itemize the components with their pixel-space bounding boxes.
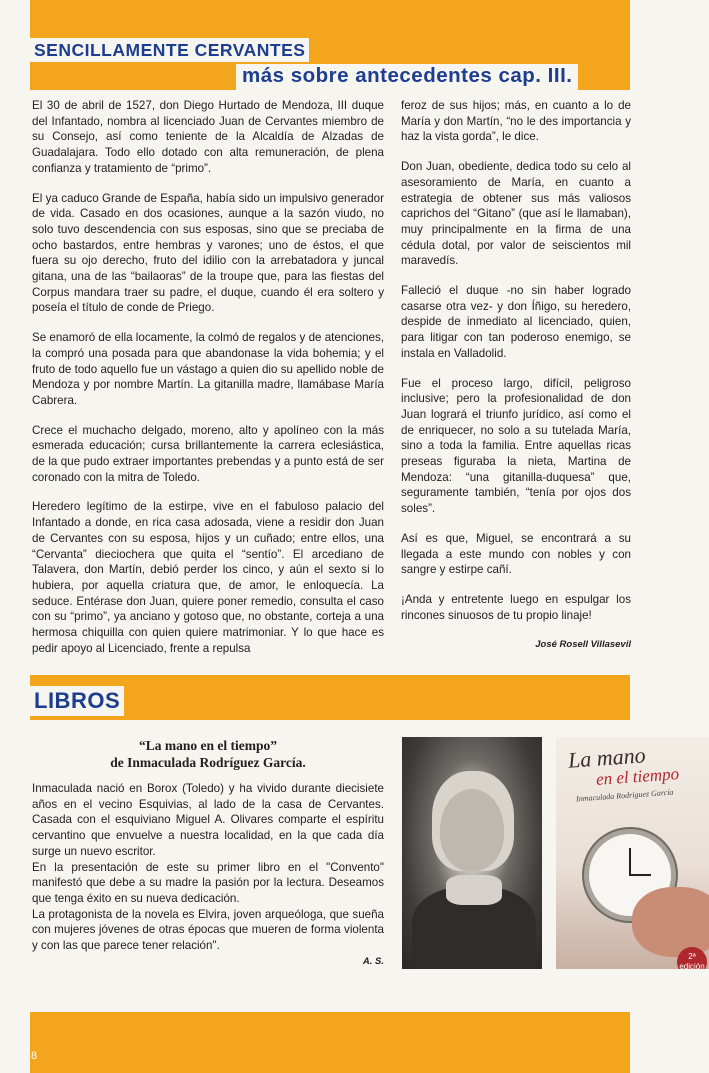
book-paragraph: La protagonista de la novela es Elvira, joven arqueóloga, que sueña con mujeres jóvenes de otras épocas que mueren de forma violenta y con las que parece tener relación".	[32, 907, 384, 953]
book-paragraph: En la presentación de este su primer libro en el "Convento" manifestó que debe a su madre la pasión por la lectura. Deseamos que tenga éxito en su nueva dedicación.	[32, 860, 384, 905]
portrait-collar-shape	[446, 875, 502, 905]
book-title-line: “La mano en el tiempo”	[139, 738, 277, 753]
page-number: 8	[31, 1050, 38, 1062]
book-title	[32, 737, 384, 771]
article-paragraph: Don Juan, obediente, dedica todo su celo al asesoramiento de María, en cuanto a estrategia de obtener sus más valiosos caprichos del “Gitano” (que así le llamaban), muy principalmente en la firma de una cédula dotal, por valor de seiscientos mil maravedís.	[401, 160, 631, 268]
article-paragraph: Heredero legítimo de la estirpe, vive en el fabuloso palacio del Infantado a donde, en rica casa adosada, viene a residir don Juan de Cervantes con su esposa, hijos y un cuñado; entre ellos, una “Cervanta” dieciochera que quita el “sentío”. El arcediano de Talavera, don Martín, debió perder los cinco, y aún el sexto si lo hubiera, por aquella criatura que, de amor, le enloquecía. La seduce. Entérase don Juan, quiere poner remedio, consulta el caso con su “primo”, ya anciano y gotoso que, no obstante, corteja a una hermosa chiquilla con quien quiere matrimoniar. Y lo que hace es pedir apoyo al Licenciado, frente a repulsa	[32, 500, 384, 655]
article-author: José Rosell Villasevil	[535, 639, 631, 651]
cover-author: Inmaculada Rodríguez García	[575, 787, 674, 804]
edition-badge: 2ª edición	[677, 947, 707, 969]
books-section-title: LIBROS	[30, 686, 124, 716]
article-paragraph: ¡Anda y entretente luego en espulgar los rincones sinuosos de tu propio linaje!	[401, 592, 631, 622]
article-paragraph: Se enamoró de ella locamente, la colmó de regalos y de atenciones, la compró una posada para que abandonase la vida bohemia; y el fruto de todo aquello fue un vástago a quien dio su apellido noble de Mendoza y por nombre Martín. La gitanilla madre, llamábase María Cabrera.	[32, 331, 384, 407]
watch-hand	[629, 874, 651, 876]
book-review-author: A. S.	[362, 956, 384, 967]
article-subtitle: más sobre antecedentes cap. III.	[236, 64, 578, 90]
book-author-line: de Inmaculada Rodríguez García.	[110, 755, 306, 770]
book-paragraph: Inmaculada nació en Borox (Toledo) y ha vivido durante diecisiete años en el vecino Esquivias, al lado de la casa de Cervantes. Casada con el esquiviano Miguel A. Olivares comparte el espíritu cervantino que envuelve a nuestra localidad, en la que cada día surge un nuevo escritor.	[32, 782, 384, 858]
author-portrait-photo	[402, 737, 542, 969]
watch-hand	[629, 848, 631, 876]
section-title: SENCILLAMENTE CERVANTES	[30, 38, 309, 62]
article-paragraph: Fue el proceso largo, difícil, peligroso inclusive; pero la profesionalidad de don Juan logrará el triunfo jurídico, así como el de enriquecer, no solo a su tutelada María, sino a toda la familia. Entre aquellas ricas preseas figuraba la nieta, Martina de Mendoza: “una gitanilla-duquesa” que, seguramente también, “tenía por ojos dos soles”.	[401, 376, 631, 516]
cover-title-line: La mano	[567, 742, 647, 773]
article-left-column	[32, 98, 384, 671]
article-right-column	[401, 98, 631, 653]
book-review-text	[32, 781, 384, 954]
article-paragraph: feroz de sus hijos; más, en cuanto a lo de María y don Martín, “no le des importancia y haz la vista gorda”, le dice.	[401, 99, 631, 144]
hand-shape	[632, 887, 709, 957]
book-cover-image	[556, 737, 709, 969]
article-paragraph: Así es que, Miguel, se encontrará a su llegada a este mundo con nobles y con sangre y estirpe cañí.	[401, 531, 631, 577]
portrait-face-shape	[440, 789, 504, 871]
article-paragraph: El ya caduco Grande de España, había sido un impulsivo generador de vida. Casado en dos ocasiones, aunque a la sazón viudo, no solo tuvo descendencia con sus esposas, sino que se preciaba de ocho bastardos, entre hembras y varones; uno de éstos, el que fuera su ojo derecho, fruto del idilio con la arrebatadora y juncal gitana, una de las “bailaoras” de la troupe que, para las fiestas del Corpus mandara traer su padre, el duque, cuando él era soltero y poseía el título de conde de Priego.	[32, 191, 384, 315]
article-paragraph: Crece el muchacho delgado, moreno, alto y apolíneo con la más esmerada educación; cursa brillantemente la carrera eclesiástica, de la que pudo extraer importantes prebendas y a punto está de ser coronado con la mitra de Toledo.	[32, 423, 384, 484]
article-paragraph: Falleció el duque -no sin haber logrado casarse otra vez- y don Íñigo, su heredero, despide de inmediato al licenciado, quien, para litigar con tan poderoso enemigo, se instala en Valladolid.	[401, 284, 631, 360]
article-paragraph: El 30 de abril de 1527, don Diego Hurtado de Mendoza, III duque del Infantado, nombra al licenciado Juan de Cervantes miembro de su Consejo, así como teniente de la Alcaldía de Alzadas de Guadalajara. Todo ello dotado con alta remuneración, de plena confianza y tratamiento de “primo”.	[32, 99, 384, 175]
footer-orange-band	[30, 1012, 630, 1073]
cover-title-line: en el tiempo	[595, 764, 680, 789]
